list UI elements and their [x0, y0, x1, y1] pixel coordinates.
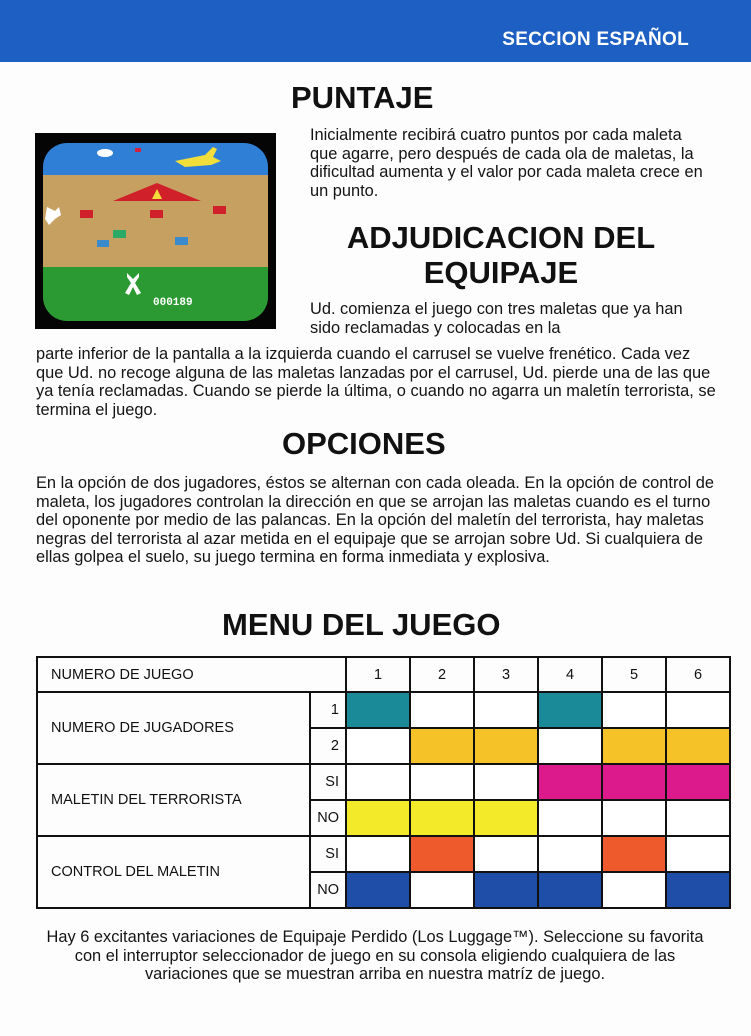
matrix-cell: [666, 764, 730, 800]
suitcase-icon: [150, 210, 163, 218]
opciones-heading: OPCIONES: [282, 426, 446, 461]
matrix-cell: [602, 836, 666, 872]
option-label: CONTROL DEL MALETIN: [37, 836, 310, 908]
matrix-cell: [666, 692, 730, 728]
matrix-cell: [538, 764, 602, 800]
matrix-cell: [666, 728, 730, 764]
suitcase-icon: [80, 210, 93, 218]
game-number: 5: [602, 657, 666, 692]
matrix-cell: [602, 692, 666, 728]
matrix-cell: [346, 692, 410, 728]
suitcase-icon: [175, 237, 188, 245]
header-label: NUMERO DE JUEGO: [37, 657, 346, 692]
footer-text: Hay 6 excitantes variaciones de Equipaje Perdido (Los Luggage™). Seleccione su favorita con el interruptor seleccionador de juego en su consola eligiendo cualquiera de las variaciones que se muestran arriba en nuestra matríz de juego.: [46, 928, 704, 984]
adjudicacion-text: parte inferior de la pantalla a la izquierda cuando el carrusel se vuelve frenético. Cada vez que Ud. no recoge alguna de las maletas lanzadas por el carrusel, Ud. pierde una de las que ya tenía reclamadas. Cuando se pierde la última, o cuando no agarra un maletín terrorista, se termina el juego.: [36, 345, 716, 419]
game-number: 6: [666, 657, 730, 692]
matrix-cell: [602, 728, 666, 764]
matrix-cell: [474, 872, 538, 908]
option-value: NO: [310, 872, 346, 908]
suitcase-icon: [97, 240, 109, 247]
game-screenshot: [35, 133, 276, 329]
matrix-cell: [666, 872, 730, 908]
score-display: 000189: [153, 297, 193, 309]
matrix-cell: [666, 836, 730, 872]
matrix-cell: [474, 692, 538, 728]
matrix-cell: [346, 728, 410, 764]
matrix-cell: [410, 800, 474, 836]
game-number: 1: [346, 657, 410, 692]
suitcase-icon: [113, 230, 126, 238]
matrix-cell: [602, 800, 666, 836]
option-value: 1: [310, 692, 346, 728]
option-value: 2: [310, 728, 346, 764]
matrix-cell: [538, 728, 602, 764]
adjudicacion-text-top: Ud. comienza el juego con tres maletas que ya han sido reclamadas y colocadas en la: [310, 300, 683, 337]
table-row: [37, 764, 730, 800]
matrix-cell: [410, 872, 474, 908]
matrix-cell: [410, 692, 474, 728]
table-header-row: [37, 657, 730, 692]
matrix-cell: [474, 764, 538, 800]
game-number: 3: [474, 657, 538, 692]
matrix-cell: [346, 800, 410, 836]
opciones-text: En la opción de dos jugadores, éstos se alternan con cada oleada. En la opción de control de maleta, los jugadores controlan la dirección en que se arrojan las maletas cuando es el turno del oponente por medio de las palancas. En la opción del maletín del terrorista, hay maletas negras del terrorista al azar metida en el equipaje que se arrojan sobre Ud. Si cualquiera de ellas golpea el suelo, su juego termina en forma inmediata y explosiva.: [36, 474, 714, 567]
header-bar: [0, 0, 751, 62]
matrix-cell: [602, 764, 666, 800]
table-row: [37, 692, 730, 728]
option-label: NUMERO DE JUGADORES: [37, 692, 310, 764]
matrix-cell: [666, 800, 730, 836]
section-label: SECCION ESPAÑOL: [502, 29, 689, 50]
puntaje-text: Inicialmente recibirá cuatro puntos por cada maleta que agarre, pero después de cada ola de maletas, la dificultad aumenta y el valor por cada maleta crece en un punto.: [310, 126, 703, 200]
option-label: MALETIN DEL TERRORISTA: [37, 764, 310, 836]
puntaje-heading: PUNTAJE: [291, 80, 434, 115]
suitcase-icon: [213, 206, 226, 214]
matrix-cell: [410, 836, 474, 872]
option-value: SI: [310, 764, 346, 800]
table-row: [37, 836, 730, 872]
game-number: 2: [410, 657, 474, 692]
game-number: 4: [538, 657, 602, 692]
matrix-cell: [410, 728, 474, 764]
option-value: SI: [310, 836, 346, 872]
matrix-cell: [474, 800, 538, 836]
game-menu-table: [36, 656, 731, 909]
matrix-cell: [538, 836, 602, 872]
bird-icon: [135, 148, 141, 152]
option-value: NO: [310, 800, 346, 836]
matrix-cell: [346, 764, 410, 800]
matrix-cell: [602, 872, 666, 908]
matrix-cell: [538, 800, 602, 836]
matrix-cell: [346, 836, 410, 872]
matrix-cell: [538, 692, 602, 728]
matrix-cell: [346, 872, 410, 908]
matrix-cell: [538, 872, 602, 908]
sky: [35, 133, 276, 175]
menu-heading: MENU DEL JUEGO: [222, 607, 501, 642]
matrix-cell: [410, 764, 474, 800]
cloud-icon: [97, 149, 113, 157]
matrix-cell: [474, 728, 538, 764]
adjudicacion-heading: ADJUDICACION DEL EQUIPAJE: [346, 220, 656, 290]
matrix-cell: [474, 836, 538, 872]
